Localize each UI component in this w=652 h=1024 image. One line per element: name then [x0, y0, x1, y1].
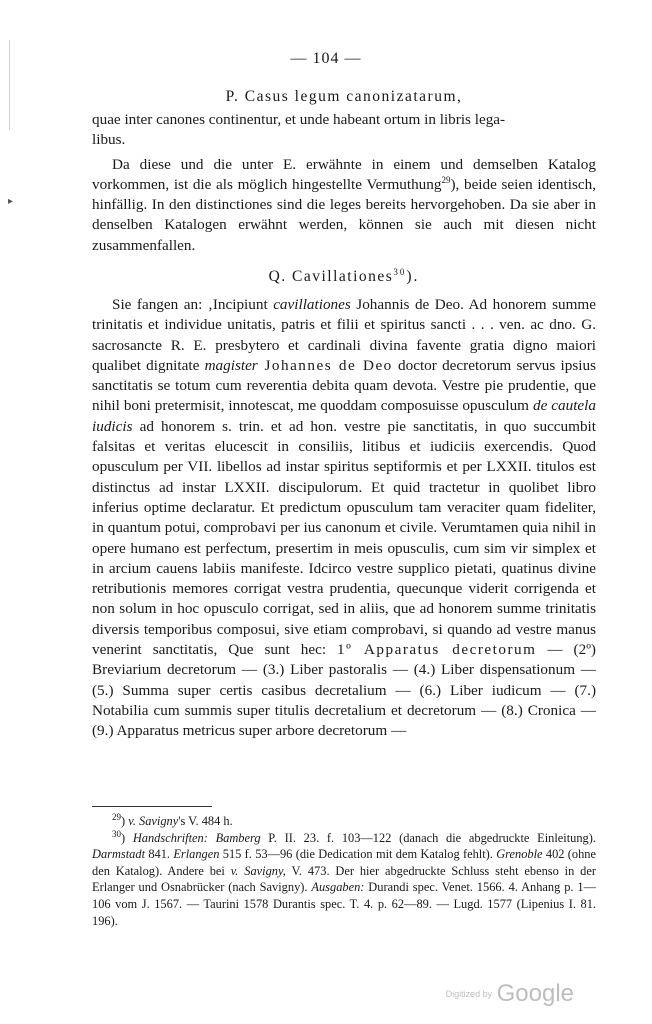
paragraph-p1: quae inter canones continentur, et unde habeant ortum in libris lega- libus. — [92, 111, 506, 149]
paragraph-p2: Da diese und die unter E. erwähnte in einem und demselben Katalog vorkommen, ist die als möglich hingestellte Vermuthung$^{29}$), beide seien identisch, hinfällig. In den distinctiones sind die leges bereits hervorgehoben. Da sie aber in denselben Katalogen erwähnt werden, können sie auch mit diesen nicht zusammenfallen. — [92, 155, 596, 254]
section-q — [92, 266, 596, 742]
google-watermark: Digitized by Google — [445, 980, 574, 1007]
section-p — [92, 86, 596, 256]
heading-p: P. Casus legum canonizatarum, — [225, 88, 463, 105]
margin-mark: ▸ — [8, 196, 14, 207]
footnote-29: $^{29}$) v. Savigny's V. 484 h. — [112, 811, 233, 828]
footnote-30: $^{30}$) Handschriften: Bamberg P. II. 23. f. 103—122 (danach die abgedruckte Einleitung). Darmstadt 841. Erlangen 515 f. 53—96 (die Dedication mit dem Katalog fehlt). Grenoble 402 (ohne den Katalog). Andere bei v. Savigny, V. 473. Der hier abgedruckte Schluss steht ebenso in der Erlanger und Osnabrücker (nach Savigny). Ausgaben: Durandi spec. Venet. 1566. 4. Anhang p. 1—106 vom J. 1567. — Taurini 1578 Durantis spec. T. 4. p. 62—89. — Lugd. 1577 (Lipenius I. 81. 196). — [92, 828, 596, 928]
footnote-separator — [92, 806, 212, 807]
paragraph-q: Sie fangen an: ‚Incipiunt cavillationes Johannis de Deo. Ad honorem summe trinitatis et individue unitatis, patris et filii et spiritus sancti . . . ven. ac dno. G. sacrosancte R. E. presbytero et cardinali divina favente gratia digno maiori qualibet dignitate magister Johannes de Deo doctor decretorum servus ipsius sanctitatis se totum cum reverentia debita quam devota. Vestre pie prudentie, que nihil boni pretermisit, innotescat, me quoddam composuisse opusculum de cautela iudicis ad honorem s. trin. et ad hon. vestre pie sanctitatis, in quo succumbit falsitas et veritas elucescit in consiliis, litibus et iudiciis exercendis. Quod opusculum per VII. libellos ad instar spiritus septiformis et per LXXII. titulos est distinctus ad instar LXXII. discipulorum. Et quid tractetur in quolibet libro inferius optime declaratur. Et predictum opusculum tam veraciter quam fideliter, in quantum potui, comprobavi per ius canonum et civile. Verumtamen quia nihil in opere humano est perfectum, presertim in meis opusculis, cum sim vir simplex et in arcium cauens labiis manifeste. Idcirco vestre supplico pietati, quatinus divine retributionis memores corrigat vestra prudentia, quecunque viderit corrigenda et non solum in hoc opusculo corrigat, sed in aliis, que ad honorem summe trinitatis diversis temporibus composui, sive etiam comprobavi, si quando ad vestre manus venerint sanctitatis, Que sunt hec: 1º Apparatus decretorum — (2º) Breviarium decretorum — (3.) Liber pastoralis — (4.) Liber dispensationum — (5.) Summa super certis casibus decretalium — (6.) Liber iudicum — (7.) Notabilia cum summis super titulis decretalium et decretorum — (8.) Cronica — (9.) Apparatus metricus super arbore decretorum — — [92, 296, 596, 740]
page-number: — 104 — — [290, 50, 362, 67]
footnotes — [92, 813, 596, 929]
heading-q: Q. Cavillationes$^{30}$). — [268, 266, 420, 285]
